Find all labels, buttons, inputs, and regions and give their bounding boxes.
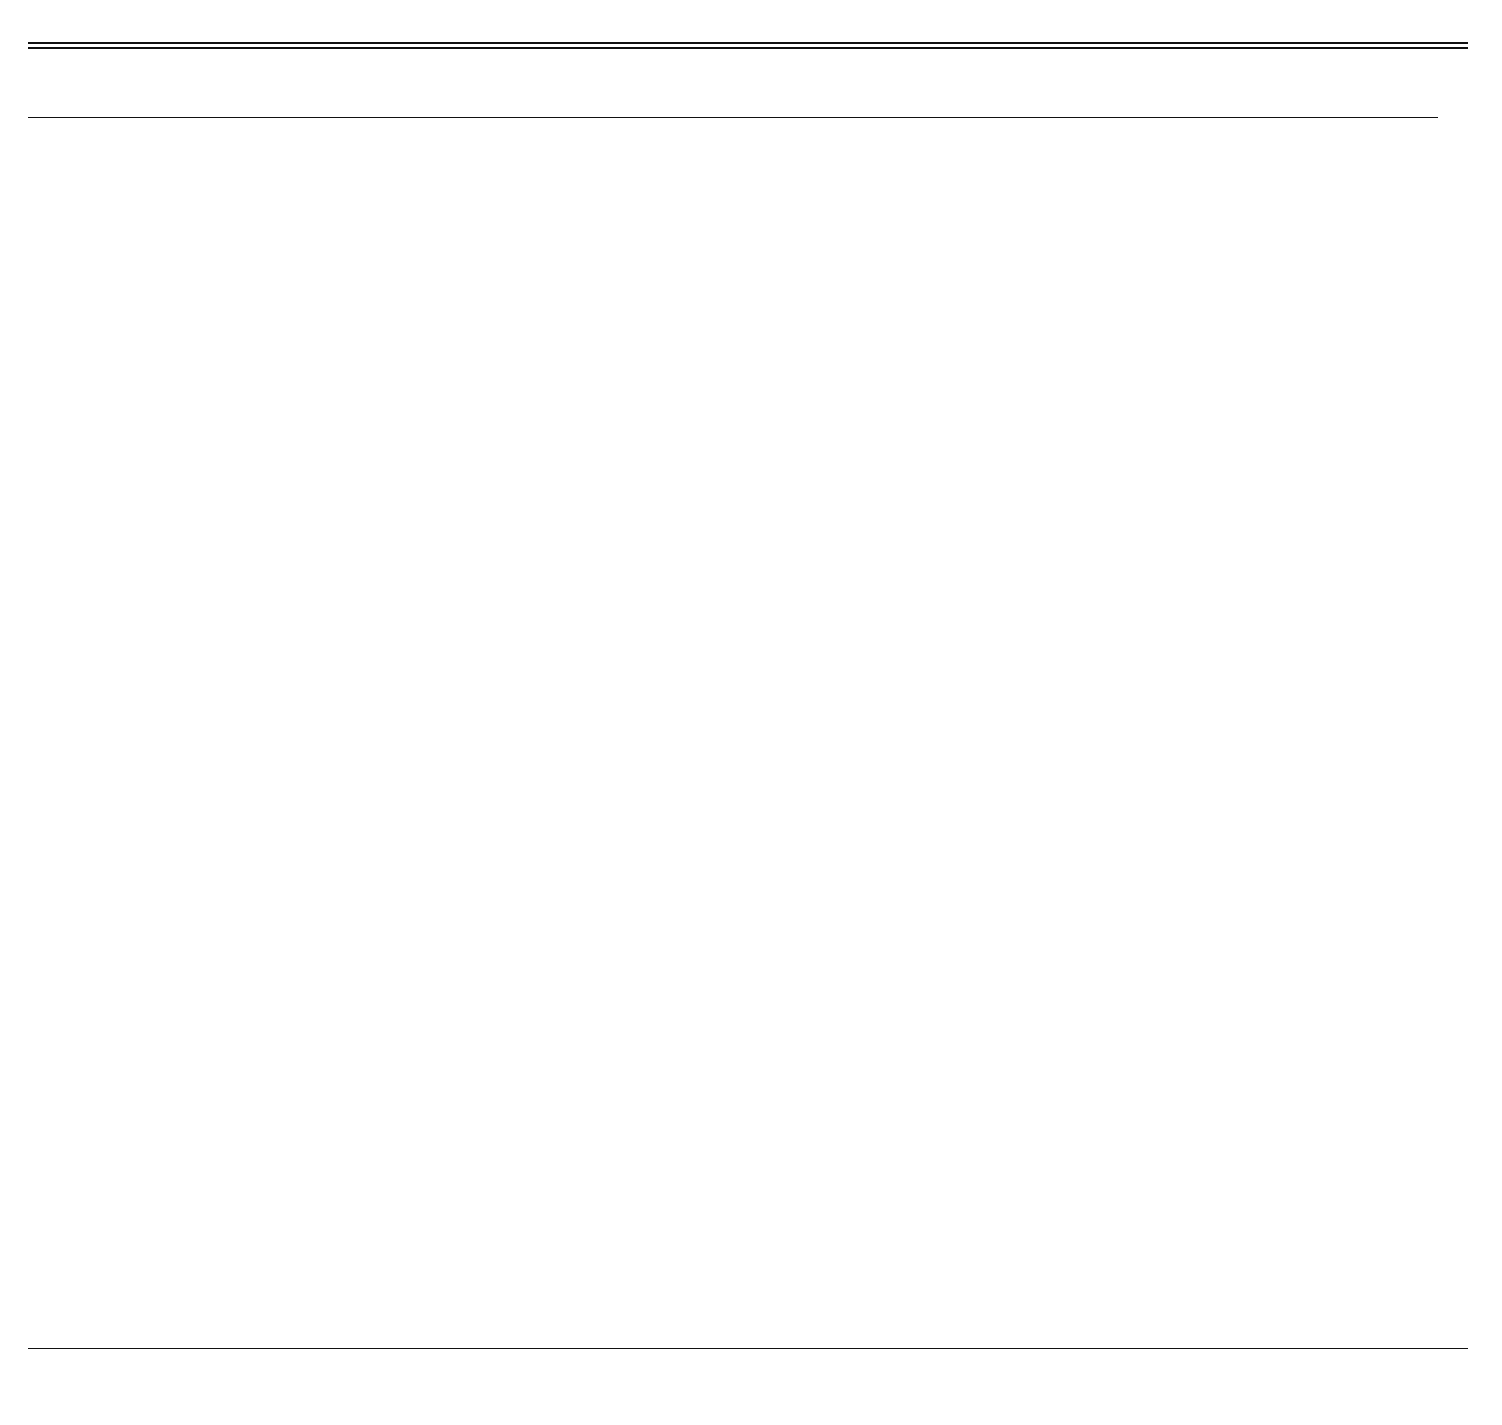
top-rule-1	[28, 42, 1468, 44]
header-rule	[28, 117, 1438, 118]
top-rule-2	[28, 47, 1468, 49]
bottom-rule	[28, 1348, 1468, 1349]
